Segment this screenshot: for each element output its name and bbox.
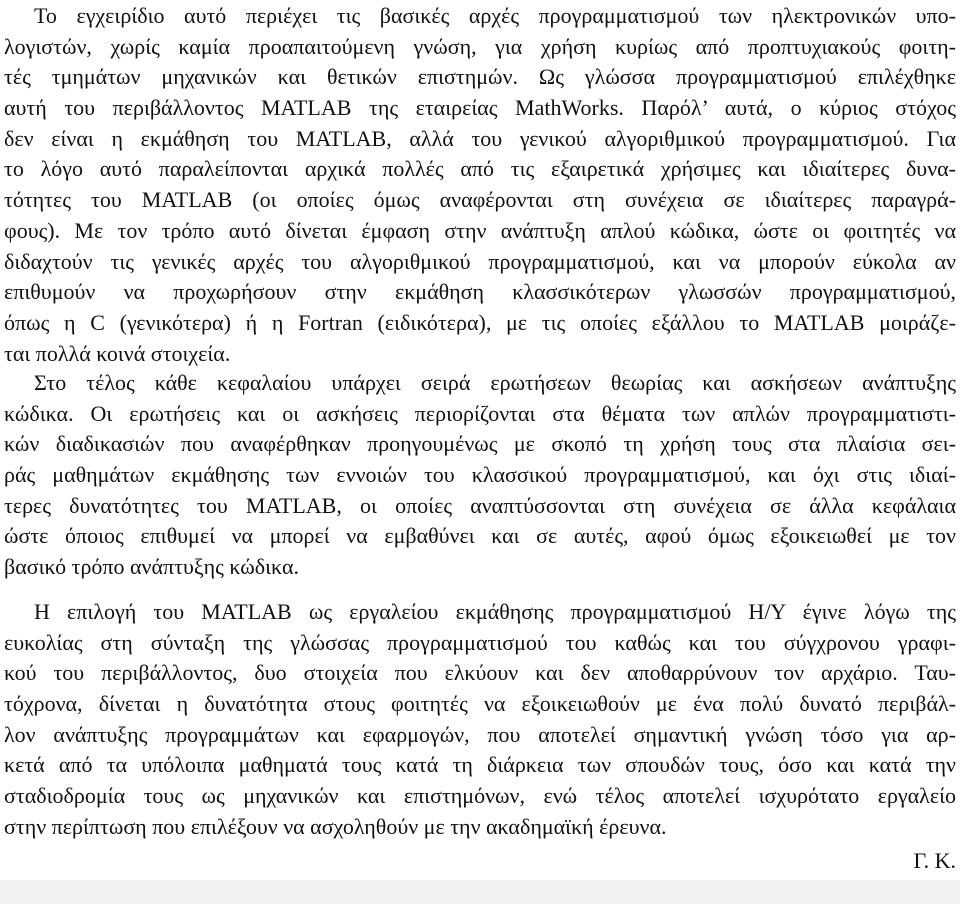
text-line: τόχρονα, δίνεται η δυνατότητα στους φοιτητές να εξοικειωθούν με ένα πολύ δυνατό περιβάλ- xyxy=(4,691,956,717)
paragraph-3 xyxy=(4,597,956,843)
text-line: δεν είναι η εκμάθηση του MATLAB, αλλά του γενικού αλγοριθμικού προγραμματισμού. Για xyxy=(4,125,956,151)
text-line: στην περίπτωση που επιλέξουν να ασχοληθούν με την ακαδημαϊκή έρευνα. xyxy=(4,813,667,839)
text-line: κετά από τα υπόλοιπα μαθηματά τους κατά τη διάρκεια των σπουδών τους, όσο και κατά την xyxy=(4,752,956,778)
paragraph-2 xyxy=(4,368,956,583)
author-signature: Γ. Κ. xyxy=(913,848,956,873)
paragraph-1 xyxy=(4,1,956,369)
text-line: όπως η C (γενικότερα) ή η Fortran (ειδικότερα), με τις οποίες εξάλλου το MATLAB μοιράζε- xyxy=(4,309,956,335)
text-line: κών διαδικασιών που αναφέρθηκαν προηγουμένως με σκοπό τη χρήση τους στα πλαίσια σει- xyxy=(4,431,956,457)
text-line: Στο τέλος κάθε κεφαλαίου υπάρχει σειρά ερωτήσεων θεωρίας και ασκήσεων ανάπτυξης xyxy=(34,370,956,395)
text-line: ευκολίας στη σύνταξη της γλώσσας προγραμματισμού του καθώς και του σύγχρονου γραφι- xyxy=(4,629,956,655)
text-line: φους). Με τον τρόπο αυτό δίνεται έμφαση στην ανάπτυξη απλού κώδικα, ώστε οι φοιτητές να xyxy=(4,217,956,243)
text-line: Η επιλογή του MATLAB ως εργαλείου εκμάθησης προγραμματισμού Η/Υ έγινε λόγω της xyxy=(34,599,956,624)
text-line: το λόγο αυτό παραλείπονται αρχικά πολλές από τις εξαιρετικά χρήσιμες και ιδιαίτερες δυνα- xyxy=(4,156,956,182)
text-line: τότητες του MATLAB (οι οποίες όμως αναφέρονται στη συνέχεια σε ιδιαίτερες παραγρά- xyxy=(4,187,956,213)
text-line: σταδιοδρομία τους ως μηχανικών και επιστημόνων, ενώ τέλος αποτελεί ισχυρότατο εργαλείο xyxy=(4,783,956,809)
text-line: λογιστών, χωρίς καμία προαπαιτούμενη γνώση, για χρήση κυρίως από προπτυχιακούς φοιτη- xyxy=(4,33,956,59)
text-line: επιθυμούν να προχωρήσουν στην εκμάθηση κλασσικότερων γλωσσών προγραμματισμού, xyxy=(4,279,956,305)
text-line: κού του περιβάλλοντος, δυο στοιχεία που ελκύουν και δεν αποθαρρύνουν τον αρχάριο. Ταυ- xyxy=(4,660,956,686)
text-line: Το εγχειρίδιο αυτό περιέχει τις βασικές αρχές προγραμματισμού των ηλεκτρονικών υπο- xyxy=(34,3,956,28)
text-line: κώδικα. Οι ερωτήσεις και οι ασκήσεις περιορίζονται στα θέματα των απλών προγραμματιστι- xyxy=(4,400,956,426)
text-line: αυτή του περιβάλλοντος MATLAB της εταιρείας MathWorks. Παρόλ’ αυτά, ο κύριος στόχος xyxy=(4,95,956,121)
page-bottom-edge xyxy=(0,880,960,904)
text-line: ώστε όποιος επιθυμεί να μπορεί να εμβαθύνει και σε αυτές, αφού όμως εξοικειωθεί με τον xyxy=(4,523,956,549)
text-line: ται πολλά κοινά στοιχεία. xyxy=(4,340,231,366)
text-line: λον ανάπτυξης προγραμμάτων και εφαρμογών, που αποτελεί σημαντική γνώση τόσο για αρ- xyxy=(4,721,956,747)
text-line: τές τμημάτων μηχανικών και θετικών επιστημών. Ως γλώσσα προγραμματισμού επιλέχθηκε xyxy=(4,64,956,90)
text-line: ράς μαθημάτων εκμάθησης των εννοιών του κλασσικού προγραμματισμού, και όχι στις ιδιαί- xyxy=(4,462,956,488)
text-line: τερες δυνατότητες του MATLAB, οι οποίες αναπτύσσονται στη συνέχεια σε άλλα κεφάλαια xyxy=(4,492,956,518)
text-line: διδαχτούν τις γενικές αρχές του αλγοριθμικού προγραμματισμού, και να μπορούν εύκολα αν xyxy=(4,248,956,274)
text-line: βασικό τρόπο ανάπτυξης κώδικα. xyxy=(4,554,299,580)
